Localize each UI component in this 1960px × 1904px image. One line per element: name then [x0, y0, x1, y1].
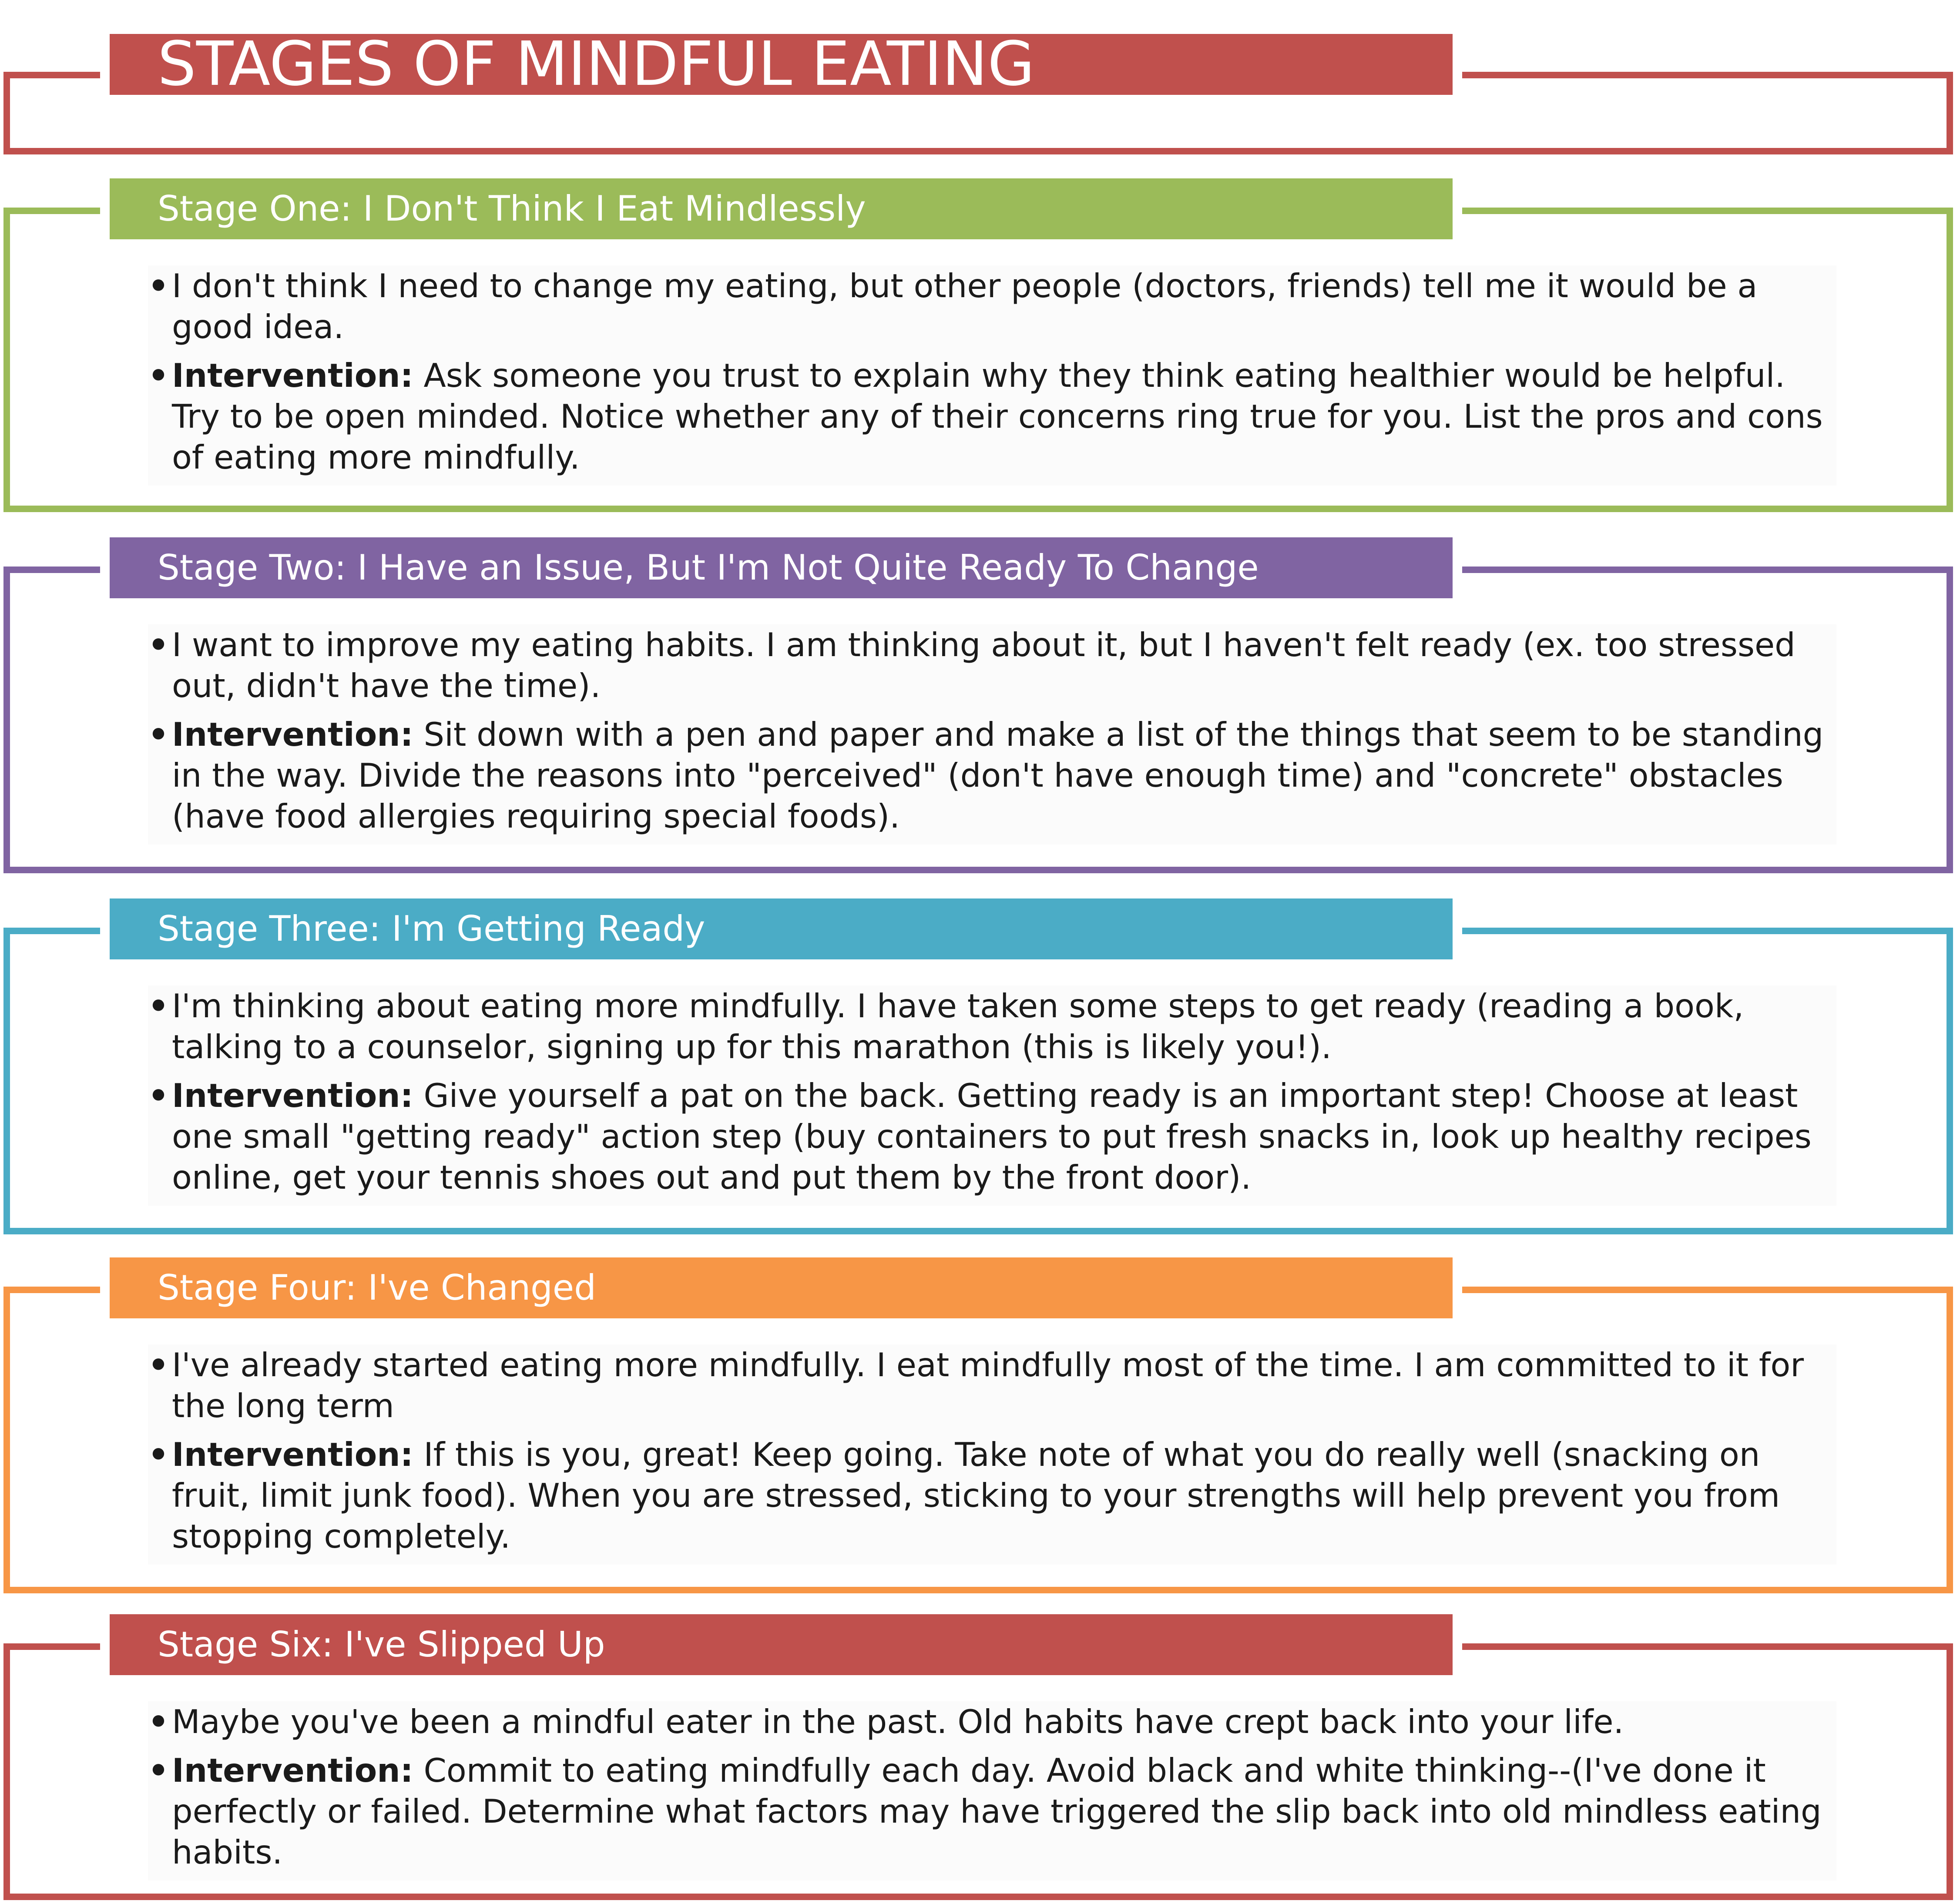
stage-three-section: [0, 881, 1960, 1238]
stage-six-statement: [148, 1701, 1836, 1742]
intervention-label: Intervention:: [172, 715, 413, 754]
bullet-icon: •: [148, 1435, 169, 1474]
intervention-text: Ask someone you trust to explain why they think eating healthier would be helpful. Try to be open minded. Notice whether any of their concerns ring true for you. List the pros and cons of eating more mindfully.: [172, 356, 1823, 476]
bullet-icon: •: [148, 626, 169, 664]
intervention-text: If this is you, great! Keep going. Take note of what you do really well (snacking on fruit, limit junk food). When you are stressed, sticking to your strengths will help prevent you from stopping completely.: [172, 1435, 1780, 1555]
stage-four-intervention: [148, 1434, 1836, 1557]
bullet-icon: •: [148, 356, 169, 395]
bullet-icon: •: [148, 715, 169, 754]
stage-four-heading: Stage Four: I've Changed: [100, 1248, 1462, 1328]
intervention-label: Intervention:: [172, 1435, 413, 1474]
stage-two-statement: [148, 624, 1836, 706]
title-section: [0, 0, 1960, 165]
stage-one-body: [148, 265, 1836, 486]
stage-six-intervention: [148, 1750, 1836, 1873]
stage-three-intervention: [148, 1075, 1836, 1198]
stage-four-statement: [148, 1344, 1836, 1426]
stage-two-section: [0, 520, 1960, 877]
stage-six-section: [0, 1597, 1960, 1901]
stage-three-body: [148, 986, 1836, 1206]
intervention-label: Intervention:: [172, 356, 413, 395]
statement-text: I'm thinking about eating more mindfully. I have taken some steps to get ready (reading a book, talking to a counselor, signing up for this marathon (this is likely you!).: [172, 987, 1744, 1066]
statement-text: Maybe you've been a mindful eater in the past. Old habits have crept back into your life.: [172, 1703, 1624, 1741]
intervention-text: Sit down with a pen and paper and make a list of the things that seem to be standing in the way. Divide the reasons into "perceived" (don't have enough time) and "concrete" obstacles (have food allergies requiring special foods).: [172, 715, 1824, 835]
stage-two-body: [148, 624, 1836, 845]
stage-six-body: [148, 1701, 1836, 1881]
intervention-text: Give yourself a pat on the back. Getting ready is an important step! Choose at least one small "getting ready" action step (buy containers to put fresh snacks in, look up healthy recipes online, get your tennis shoes out and put them by the front door).: [172, 1076, 1812, 1197]
stage-two-intervention: [148, 714, 1836, 837]
bullet-icon: •: [148, 1703, 169, 1741]
bullet-icon: •: [148, 1076, 169, 1115]
bullet-icon: •: [148, 267, 169, 305]
stage-one-intervention: [148, 355, 1836, 478]
stage-three-heading: Stage Three: I'm Getting Ready: [100, 889, 1462, 969]
intervention-text: Commit to eating mindfully each day. Avoid black and white thinking--(I've done it perfectly or failed. Determine what factors may have triggered the slip back into old mindless eating habits.: [172, 1751, 1822, 1871]
stage-one-section: [0, 161, 1960, 518]
stage-four-section: [0, 1240, 1960, 1597]
bullet-icon: •: [148, 987, 169, 1025]
stage-four-body: [148, 1344, 1836, 1565]
bullet-icon: •: [148, 1346, 169, 1384]
intervention-label: Intervention:: [172, 1076, 413, 1115]
stage-six-heading: Stage Six: I've Slipped Up: [100, 1605, 1462, 1685]
page-title: STAGES OF MINDFUL EATING: [100, 24, 1462, 104]
stage-two-heading: Stage Two: I Have an Issue, But I'm Not Quite Ready To Change: [100, 528, 1462, 608]
statement-text: I don't think I need to change my eating, but other people (doctors, friends) tell me it would be a good idea.: [172, 267, 1758, 346]
bullet-icon: •: [148, 1751, 169, 1790]
stage-three-statement: [148, 986, 1836, 1067]
stage-one-heading: Stage One: I Don't Think I Eat Mindlessly: [100, 169, 1462, 249]
stage-one-statement: [148, 265, 1836, 347]
statement-text: I want to improve my eating habits. I am thinking about it, but I haven't felt ready (ex. too stressed out, didn't have the time).: [172, 626, 1796, 705]
statement-text: I've already started eating more mindfully. I eat mindfully most of the time. I am committed to it for the long term: [172, 1346, 1804, 1425]
intervention-label: Intervention:: [172, 1751, 413, 1790]
